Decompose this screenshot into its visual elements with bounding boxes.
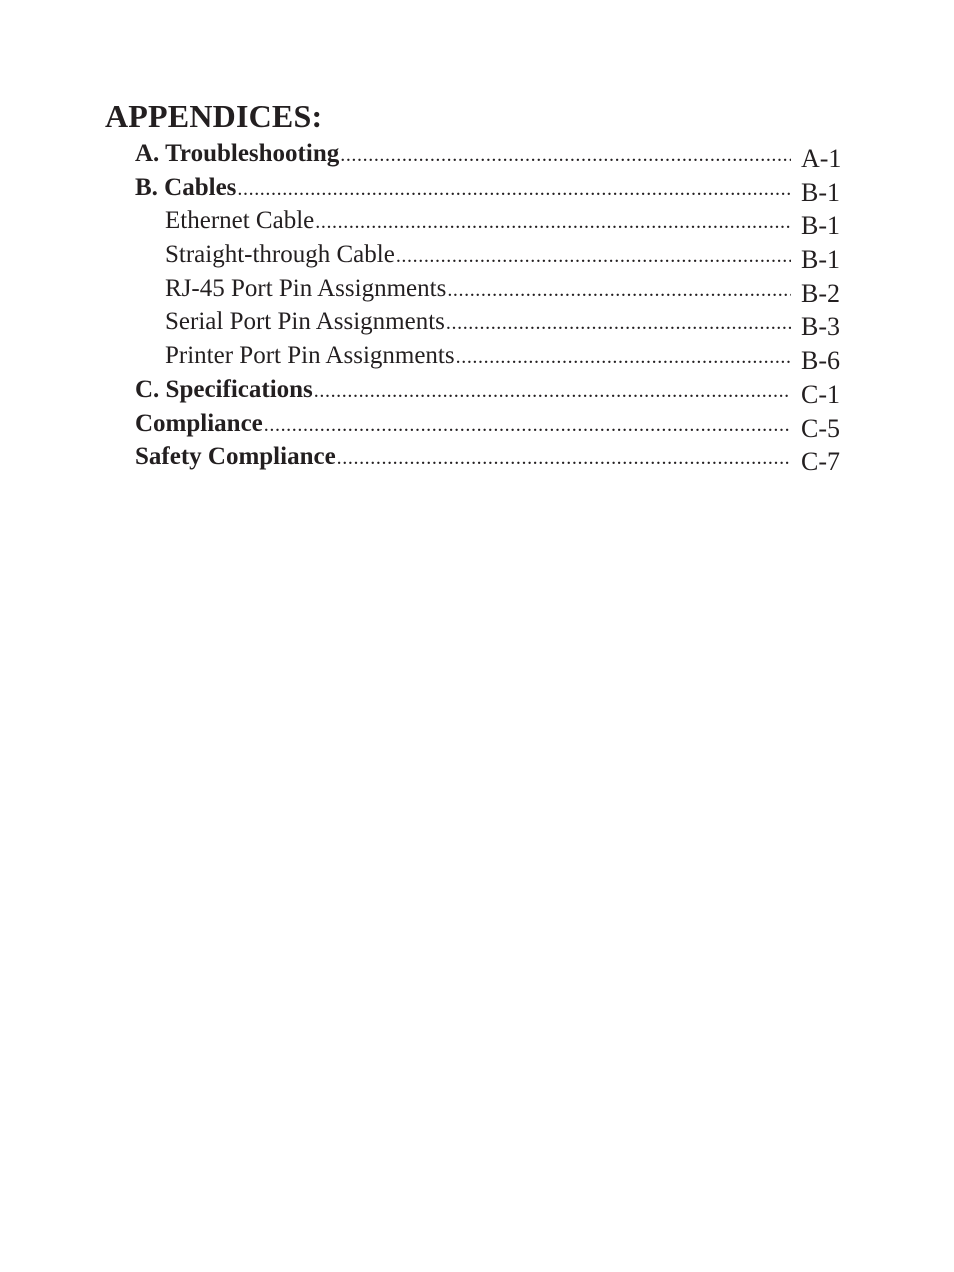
table-of-contents: [105, 96, 845, 477]
toc-entry-specifications[interactable]: [105, 372, 845, 409]
toc-entry-title: A. Troubleshooting: [135, 140, 340, 167]
toc-entry-page: B-1: [801, 177, 840, 207]
toc-entry-page: B-6: [801, 346, 840, 376]
toc-entry-title: Ethernet Cable: [165, 207, 315, 235]
toc-entry-serial-port-pin-assignments[interactable]: [105, 304, 845, 342]
dot-leader: [315, 206, 791, 239]
dot-leader: [337, 442, 791, 475]
toc-entry-rj45-pin-assignments[interactable]: [105, 271, 845, 308]
dot-leader: [264, 409, 791, 442]
toc-entry-page: A-1: [801, 144, 842, 173]
toc-entry-page: B-1: [801, 211, 840, 241]
dot-leader: [340, 139, 791, 172]
toc-entry-page: B-1: [801, 245, 840, 275]
toc-entry-title: Printer Port Pin Assignments: [165, 342, 455, 370]
dot-leader: [446, 307, 791, 340]
toc-entry-page: B-2: [801, 278, 840, 308]
toc-entry-safety-compliance[interactable]: [105, 439, 845, 477]
toc-entry-title: Compliance: [135, 409, 263, 437]
toc-entry-title: RJ-45 Port Pin Assignments: [165, 274, 447, 302]
dot-leader: [314, 375, 791, 408]
appendices-heading: APPENDICES:: [105, 98, 323, 134]
toc-entry-page: B-3: [801, 312, 840, 342]
toc-entry-printer-port-pin-assignments[interactable]: [105, 338, 845, 376]
toc-entry-cables[interactable]: [105, 170, 845, 207]
toc-entry-straight-through-cable[interactable]: [105, 237, 845, 275]
toc-entry-page: C-1: [801, 379, 840, 409]
toc-entry-title: Safety Compliance: [135, 443, 336, 471]
toc-entry-page: C-7: [801, 447, 840, 477]
dot-leader: [447, 274, 791, 307]
dot-leader: [396, 240, 791, 273]
toc-entry-title: C. Specifications: [135, 375, 313, 403]
toc-entry-title: Serial Port Pin Assignments: [165, 308, 445, 336]
toc-entry-page: C-5: [801, 413, 840, 443]
toc-entry-troubleshooting[interactable]: [105, 136, 845, 173]
toc-entry-ethernet-cable[interactable]: [105, 203, 845, 241]
dot-leader: [456, 341, 791, 374]
dot-leader: [237, 173, 791, 206]
toc-entry-compliance[interactable]: [105, 406, 845, 443]
toc-list: [105, 136, 845, 477]
toc-entry-title: B. Cables: [135, 173, 237, 201]
toc-entry-title: Straight-through Cable: [165, 241, 395, 269]
